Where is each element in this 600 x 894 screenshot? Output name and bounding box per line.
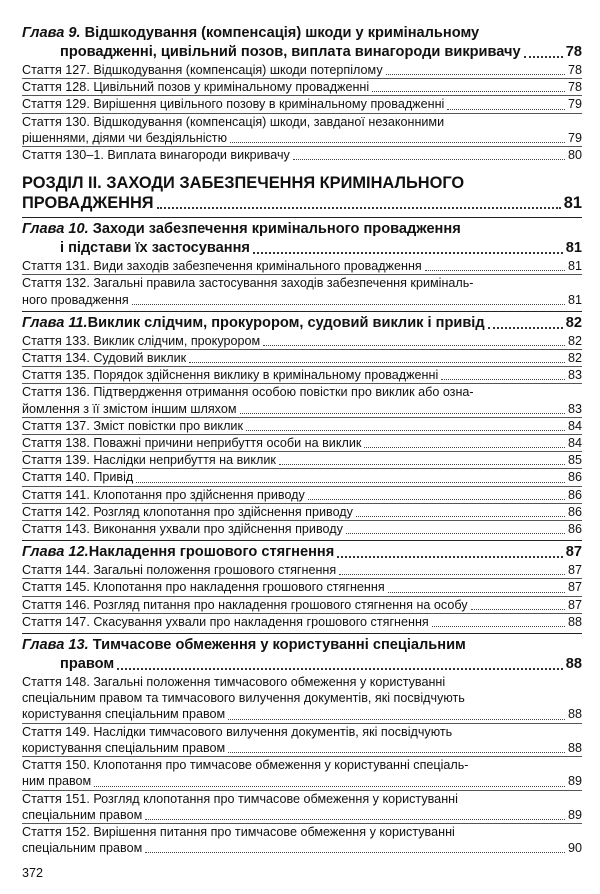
- toc-entry-text: Стаття 136. Підтвердження отримання особою повістки про виклик або озна-: [22, 385, 474, 400]
- toc-article: [22, 520, 582, 537]
- toc-entry-text: Стаття 135. Порядок здійснення виклику в кримінальному провадженні: [22, 368, 439, 383]
- toc-page-number: 86: [567, 504, 582, 519]
- toc-entry-text: Стаття 138. Поважні причини неприбуття особи на виклик: [22, 436, 362, 451]
- toc-entry-text: Стаття 142. Розгляд клопотання про здійснення приводу: [22, 504, 353, 519]
- toc-article: [22, 366, 582, 383]
- page-number: 372: [22, 866, 44, 880]
- dot-leader: [136, 482, 565, 483]
- toc-entry-text: йомлення з її змістом іншим шляхом: [22, 401, 237, 416]
- toc-entry-text: Стаття 130. Відшкодування (компенсація) шкоди, завданої незаконними: [22, 114, 445, 129]
- toc-article: [22, 723, 582, 756]
- dot-leader: [364, 447, 565, 448]
- toc-entry-text: Стаття 152. Вирішення питання про тимчасове обмеження у користуванні: [22, 824, 455, 839]
- toc-entry-text: ного провадження: [22, 292, 129, 307]
- toc-page-number: 87: [565, 544, 582, 561]
- toc-entry-text: Заходи забезпечення кримінального провадження: [92, 221, 461, 238]
- toc-article: [22, 486, 582, 503]
- chapter-number: Глава 11.: [22, 314, 88, 331]
- toc-article: [22, 62, 582, 78]
- dot-leader: [356, 516, 565, 517]
- dot-leader: [279, 464, 565, 465]
- toc-entry-text: Стаття 148. Загальні положення тимчасового обмеження у користуванні: [22, 675, 446, 690]
- toc-entry-text: Стаття 139. Наслідки неприбуття на виклик: [22, 453, 276, 468]
- toc-page-number: 84: [567, 436, 582, 451]
- toc-page-number: 86: [567, 470, 582, 485]
- toc-article: [22, 383, 582, 416]
- dot-leader: [293, 159, 565, 160]
- toc-entry-text: Стаття 127. Відшкодування (компенсація) шкоди потерпілому: [22, 63, 383, 77]
- toc-page-number: 88: [567, 707, 582, 722]
- chapter-number: Глава 10.: [22, 221, 89, 238]
- dot-leader: [189, 362, 565, 363]
- toc-entry-text: Стаття 129. Вирішення цивільного позову в кримінальному провадженні: [22, 97, 445, 112]
- toc-article: [22, 596, 582, 613]
- toc-article: [22, 349, 582, 366]
- toc-chapter: [22, 24, 582, 62]
- toc-page-number: 83: [567, 368, 582, 383]
- toc-entry-text: Стаття 143. Виконання ухвали про здійснення приводу: [22, 522, 343, 537]
- dot-leader: [372, 91, 565, 92]
- dot-leader: [524, 56, 563, 58]
- toc-entry-text: ним правом: [22, 774, 92, 789]
- toc-entry-text: спеціальним правом: [22, 841, 143, 856]
- toc-chapter: [22, 311, 582, 333]
- toc-page-number: 79: [567, 130, 582, 145]
- dot-leader: [253, 252, 563, 254]
- toc-entry-text: правом: [60, 656, 115, 673]
- dot-leader: [132, 304, 565, 305]
- toc-entry-text: Відшкодування (компенсація) шкоди у кримінальному: [84, 25, 480, 41]
- toc-entry-text: Стаття 132. Загальні правила застосування заходів забезпечення криміналь-: [22, 276, 474, 291]
- toc-page-number: 86: [567, 522, 582, 537]
- toc-page-number: 88: [565, 656, 582, 673]
- toc-entry-text: Стаття 133. Виклик слідчим, прокурором: [22, 333, 261, 348]
- toc-article: [22, 790, 582, 823]
- toc-page-number: 78: [567, 63, 582, 77]
- toc-article: [22, 274, 582, 307]
- toc-page-number: 84: [567, 418, 582, 433]
- toc-entry-text: спеціальним правом: [22, 807, 143, 822]
- toc-article: [22, 113, 582, 146]
- toc-page-number: 81: [567, 259, 582, 274]
- toc-entry-text: Стаття 151. Розгляд клопотання про тимчасове обмеження у користуванні: [22, 791, 458, 806]
- toc-page-number: 90: [567, 841, 582, 856]
- toc-entry-text: ПРОВАДЖЕННЯ: [22, 194, 154, 213]
- toc-page-number: 81: [567, 292, 582, 307]
- toc-entry-text: Стаття 141. Клопотання про здійснення приводу: [22, 487, 305, 502]
- chapter-number: Глава 13.: [22, 637, 89, 654]
- dot-leader: [388, 592, 565, 593]
- toc-page-number: 78: [567, 80, 582, 95]
- dot-leader: [488, 327, 563, 329]
- toc-entry-text: Стаття 140. Привід: [22, 470, 134, 485]
- dot-leader: [145, 819, 565, 820]
- toc-article: [22, 451, 582, 468]
- toc-page-number: 85: [567, 453, 582, 468]
- toc-page-number: 88: [567, 740, 582, 755]
- toc-article: [22, 78, 582, 95]
- table-of-contents: [22, 24, 582, 856]
- toc-page-number: 87: [567, 597, 582, 612]
- dot-leader: [157, 207, 561, 209]
- toc-article: [22, 146, 582, 163]
- dot-leader: [441, 379, 565, 380]
- toc-entry-text: рішеннями, діями чи бездіяльністю: [22, 130, 228, 145]
- toc-entry-text: Стаття 137. Зміст повістки про виклик: [22, 418, 243, 433]
- dot-leader: [447, 109, 565, 110]
- chapter-number: Глава 12.: [22, 544, 89, 561]
- toc-entry-text: Стаття 128. Цивільний позов у кримінальному провадженні: [22, 80, 370, 95]
- toc-article: [22, 578, 582, 595]
- toc-page-number: 87: [567, 580, 582, 595]
- toc-entry-text: провадженні, цивільний позов, виплата винагороди викривачу: [60, 44, 521, 60]
- chapter-number: Глава 9.: [22, 25, 81, 41]
- toc-entry-text: Накладення грошового стягнення: [88, 544, 335, 561]
- dot-leader: [228, 752, 565, 753]
- toc-article: [22, 468, 582, 485]
- dot-leader: [94, 786, 565, 787]
- dot-leader: [471, 609, 565, 610]
- toc-page-number: 87: [567, 563, 582, 578]
- toc-page-number: 89: [567, 774, 582, 789]
- toc-article: [22, 503, 582, 520]
- dot-leader: [308, 499, 565, 500]
- toc-article: [22, 258, 582, 274]
- dot-leader: [432, 626, 565, 627]
- toc-page-number: 81: [565, 240, 582, 257]
- toc-article: [22, 674, 582, 723]
- dot-leader: [230, 142, 565, 143]
- toc-article: [22, 823, 582, 856]
- dot-leader: [346, 533, 565, 534]
- toc-entry-text: Стаття 147. Скасування ухвали про накладення грошового стягнення: [22, 614, 429, 629]
- toc-article: [22, 613, 582, 630]
- toc-page-number: 86: [567, 487, 582, 502]
- toc-article: [22, 95, 582, 112]
- toc-entry-text: спеціальним правом та тимчасового вилучення документів, які посвідчують: [22, 691, 465, 706]
- toc-entry-text: Стаття 131. Види заходів забезпечення кримінального провадження: [22, 259, 422, 274]
- toc-entry-text: Стаття 134. Судовий виклик: [22, 351, 187, 366]
- toc-section: [22, 173, 582, 213]
- dot-leader: [228, 719, 565, 720]
- dot-leader: [240, 413, 565, 414]
- toc-page-number: 82: [565, 314, 582, 331]
- dot-leader: [386, 74, 565, 75]
- dot-leader: [425, 270, 565, 271]
- dot-leader: [145, 852, 565, 853]
- toc-page-number: 88: [567, 614, 582, 629]
- toc-page-number: 83: [567, 401, 582, 416]
- toc-entry-text: Стаття 144. Загальні положення грошового стягнення: [22, 563, 337, 578]
- toc-chapter: [22, 540, 582, 562]
- dot-leader: [117, 668, 563, 670]
- toc-entry-text: Стаття 145. Клопотання про накладення грошового стягнення: [22, 580, 385, 595]
- toc-entry-text: і підстави їх застосування: [60, 240, 250, 257]
- toc-entry-text: Тимчасове обмеження у користуванні спеціальним: [92, 637, 466, 654]
- toc-entry-text: РОЗДІЛ ІІ. ЗАХОДИ ЗАБЕЗПЕЧЕННЯ КРИМІНАЛЬНОГО: [22, 174, 465, 193]
- toc-chapter: [22, 217, 582, 258]
- toc-article: [22, 333, 582, 349]
- dot-leader: [339, 574, 565, 575]
- toc-page-number: 89: [567, 807, 582, 822]
- toc-page-number: 82: [567, 333, 582, 348]
- toc-chapter: [22, 633, 582, 674]
- toc-entry-text: Стаття 149. Наслідки тимчасового вилучення документів, які посвідчують: [22, 724, 453, 739]
- toc-article: [22, 756, 582, 789]
- toc-entry-text: користування спеціальним правом: [22, 740, 226, 755]
- toc-page-number: 78: [565, 44, 582, 60]
- toc-entry-text: користування спеціальним правом: [22, 707, 226, 722]
- toc-page-number: 80: [567, 148, 582, 163]
- toc-page-number: 79: [567, 97, 582, 112]
- toc-entry-text: Виклик слідчим, прокурором, судовий виклик і привід: [87, 314, 485, 331]
- dot-leader: [337, 556, 563, 558]
- toc-page-number: 82: [567, 351, 582, 366]
- toc-page-number: 81: [563, 194, 582, 213]
- dot-leader: [246, 430, 565, 431]
- toc-entry-text: Стаття 150. Клопотання про тимчасове обмеження у користуванні спеціаль-: [22, 758, 469, 773]
- toc-entry-text: Стаття 146. Розгляд питання про накладення грошового стягнення на особу: [22, 597, 468, 612]
- toc-article: [22, 434, 582, 451]
- dot-leader: [263, 345, 565, 346]
- toc-article: [22, 417, 582, 434]
- toc-article: [22, 562, 582, 578]
- toc-entry-text: Стаття 130–1. Виплата винагороди викривачу: [22, 148, 290, 163]
